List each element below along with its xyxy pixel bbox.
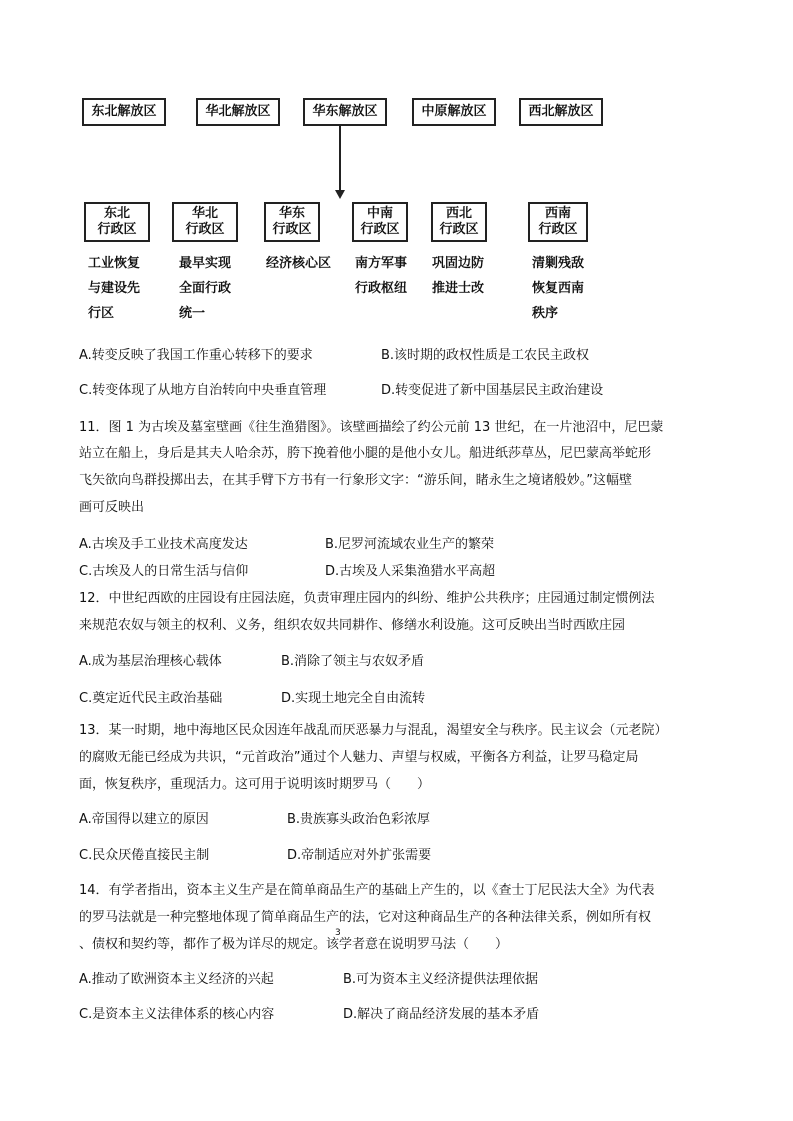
q12-option-c: C.奠定近代民主政治基础 bbox=[79, 691, 223, 706]
box-label: 行政区 bbox=[439, 222, 479, 237]
q10-option-a: A.转变反映了我国工作重心转移下的要求 bbox=[79, 348, 313, 363]
desc-line: 行区 bbox=[88, 306, 115, 321]
desc-zhongnan bbox=[355, 251, 407, 301]
box-dongbei-xingzhengqu bbox=[84, 202, 150, 242]
box-label: 中南 bbox=[366, 206, 393, 221]
q14-option-b: B.可为资本主义经济提供法理依据 bbox=[343, 972, 539, 987]
box-xibei-xingzhengqu bbox=[431, 202, 487, 242]
desc-xinan bbox=[532, 251, 584, 326]
desc-line: 南方军事 bbox=[355, 256, 408, 271]
page-mark: 3 bbox=[335, 928, 341, 938]
desc-line: 与建设先 bbox=[88, 281, 141, 296]
desc-line: 清剿残敌 bbox=[532, 256, 585, 271]
q10-option-d: D.转变促进了新中国基层民主政治建设 bbox=[381, 383, 604, 398]
box-huabei-jiefangqu: 华北解放区 bbox=[196, 98, 280, 126]
arrow-down-icon bbox=[335, 190, 345, 199]
desc-xibei bbox=[432, 251, 484, 301]
box-xinan-xingzhengqu bbox=[528, 202, 588, 242]
box-huadong-jiefangqu: 华东解放区 bbox=[303, 98, 387, 126]
q11-option-c: C.古埃及人的日常生活与信仰 bbox=[79, 564, 249, 579]
box-zhongyuan-jiefangqu: 中原解放区 bbox=[412, 98, 496, 126]
box-zhongnan-xingzhengqu bbox=[352, 202, 408, 242]
q13-stem-line: 13．某一时期，地中海地区民众因连年战乱而厌恶暴力与混乱，渴望安全与秩序。民主议会（元老院） bbox=[79, 723, 668, 738]
box-dongbei-jiefangqu: 东北解放区 bbox=[82, 98, 166, 126]
desc-huabei bbox=[179, 251, 231, 326]
box-label: 行政区 bbox=[185, 222, 225, 237]
q14-option-c: C.是资本主义法律体系的核心内容 bbox=[79, 1007, 275, 1022]
q14-option-d: D.解决了商品经济发展的基本矛盾 bbox=[343, 1007, 540, 1022]
q14-stem-line: 的罗马法就是一种完整地体现了简单商品生产的法，它对这种商品生产的各种法律关系，例如所有权 bbox=[79, 910, 652, 925]
q13-option-b: B.贵族寡头政治色彩浓厚 bbox=[287, 812, 431, 827]
q14-stem-line: 、债权和契约等，都作了极为详尽的规定。该学者意在说明罗马法（ ） bbox=[79, 937, 509, 952]
box-label: 华北 bbox=[191, 206, 218, 221]
desc-line: 推进士改 bbox=[432, 281, 485, 296]
desc-line: 最早实现 bbox=[179, 256, 232, 271]
q11-stem-line: 飞矢欲向鸟群投掷出去，在其手臂下方书有一行象形文字：“游乐间，睹永生之境诸般妙。”这幅壁 bbox=[79, 473, 632, 488]
q11-stem-line: 站立在船上，身后是其夫人哈余苏，胯下挽着他小腿的是他小女儿。船进纸莎草丛，尼巴蒙高举蛇形 bbox=[79, 446, 652, 461]
q10-option-b: B.该时期的政权性质是工农民主政权 bbox=[381, 348, 590, 363]
box-huabei-xingzhengqu bbox=[172, 202, 238, 242]
q13-option-c: C.民众厌倦直接民主制 bbox=[79, 848, 210, 863]
q13-option-d: D.帝制适应对外扩张需要 bbox=[287, 848, 432, 863]
desc-line: 统一 bbox=[179, 306, 206, 321]
desc-line: 秩序 bbox=[532, 306, 559, 321]
desc-line: 工业恢复 bbox=[88, 256, 141, 271]
desc-line: 恢复西南 bbox=[532, 281, 585, 296]
box-label: 行政区 bbox=[272, 222, 312, 237]
q12-option-b: B.消除了领主与农奴矛盾 bbox=[281, 654, 425, 669]
box-label: 行政区 bbox=[97, 222, 137, 237]
box-label: 华东 bbox=[278, 206, 305, 221]
q11-stem-line: 11．图 1 为古埃及墓室壁画《往生渔猎图》。该壁画描绘了约公元前 13 世纪，在一片池沼中，尼巴蒙 bbox=[79, 420, 664, 435]
box-label: 行政区 bbox=[538, 222, 578, 237]
desc-line: 经济核心区 bbox=[266, 256, 332, 271]
desc-line: 巩固边防 bbox=[432, 256, 485, 271]
box-label: 西北 bbox=[445, 206, 472, 221]
q12-stem-line: 12．中世纪西欧的庄园设有庄园法庭，负责审理庄园内的纠纷、维护公共秩序；庄园通过制定惯例法 bbox=[79, 591, 655, 606]
q11-stem-line: 画可反映出 bbox=[79, 500, 145, 515]
q10-option-c: C.转变体现了从地方自治转向中央垂直管理 bbox=[79, 383, 327, 398]
q14-option-a: A.推动了欧洲资本主义经济的兴起 bbox=[79, 972, 274, 987]
q12-option-d: D.实现土地完全自由流转 bbox=[281, 691, 426, 706]
desc-line: 行政枢纽 bbox=[355, 281, 408, 296]
desc-line: 全面行政 bbox=[179, 281, 232, 296]
q13-option-a: A.帝国得以建立的原因 bbox=[79, 812, 209, 827]
desc-dongbei bbox=[88, 251, 140, 326]
q12-stem-line: 来规范农奴与领主的权利、义务，组织农奴共同耕作、修缮水利设施。这可反映出当时西欧庄园 bbox=[79, 618, 626, 633]
q12-option-a: A.成为基层治理核心载体 bbox=[79, 654, 222, 669]
box-label: 行政区 bbox=[360, 222, 400, 237]
q11-option-a: A.古埃及手工业技术高度发达 bbox=[79, 537, 248, 552]
q11-option-b: B.尼罗河流域农业生产的繁荣 bbox=[325, 537, 495, 552]
desc-huadong bbox=[266, 251, 331, 276]
arrow-line bbox=[339, 126, 341, 192]
box-label: 西南 bbox=[544, 206, 571, 221]
box-xibei-jiefangqu: 西北解放区 bbox=[519, 98, 603, 126]
box-huadong-xingzhengqu bbox=[264, 202, 320, 242]
q13-stem-line: 面，恢复秩序，重现活力。这可用于说明该时期罗马（ ） bbox=[79, 777, 431, 792]
box-label: 东北 bbox=[103, 206, 130, 221]
q13-stem-line: 的腐败无能已经成为共识，“元首政治”通过个人魅力、声望与权威，平衡各方利益，让罗马稳定局 bbox=[79, 750, 639, 765]
q14-stem-line: 14．有学者指出，资本主义生产是在简单商品生产的基础上产生的，以《查士丁尼民法大全》为代表 bbox=[79, 883, 655, 898]
q11-option-d: D.古埃及人采集渔猎水平高超 bbox=[325, 564, 496, 579]
